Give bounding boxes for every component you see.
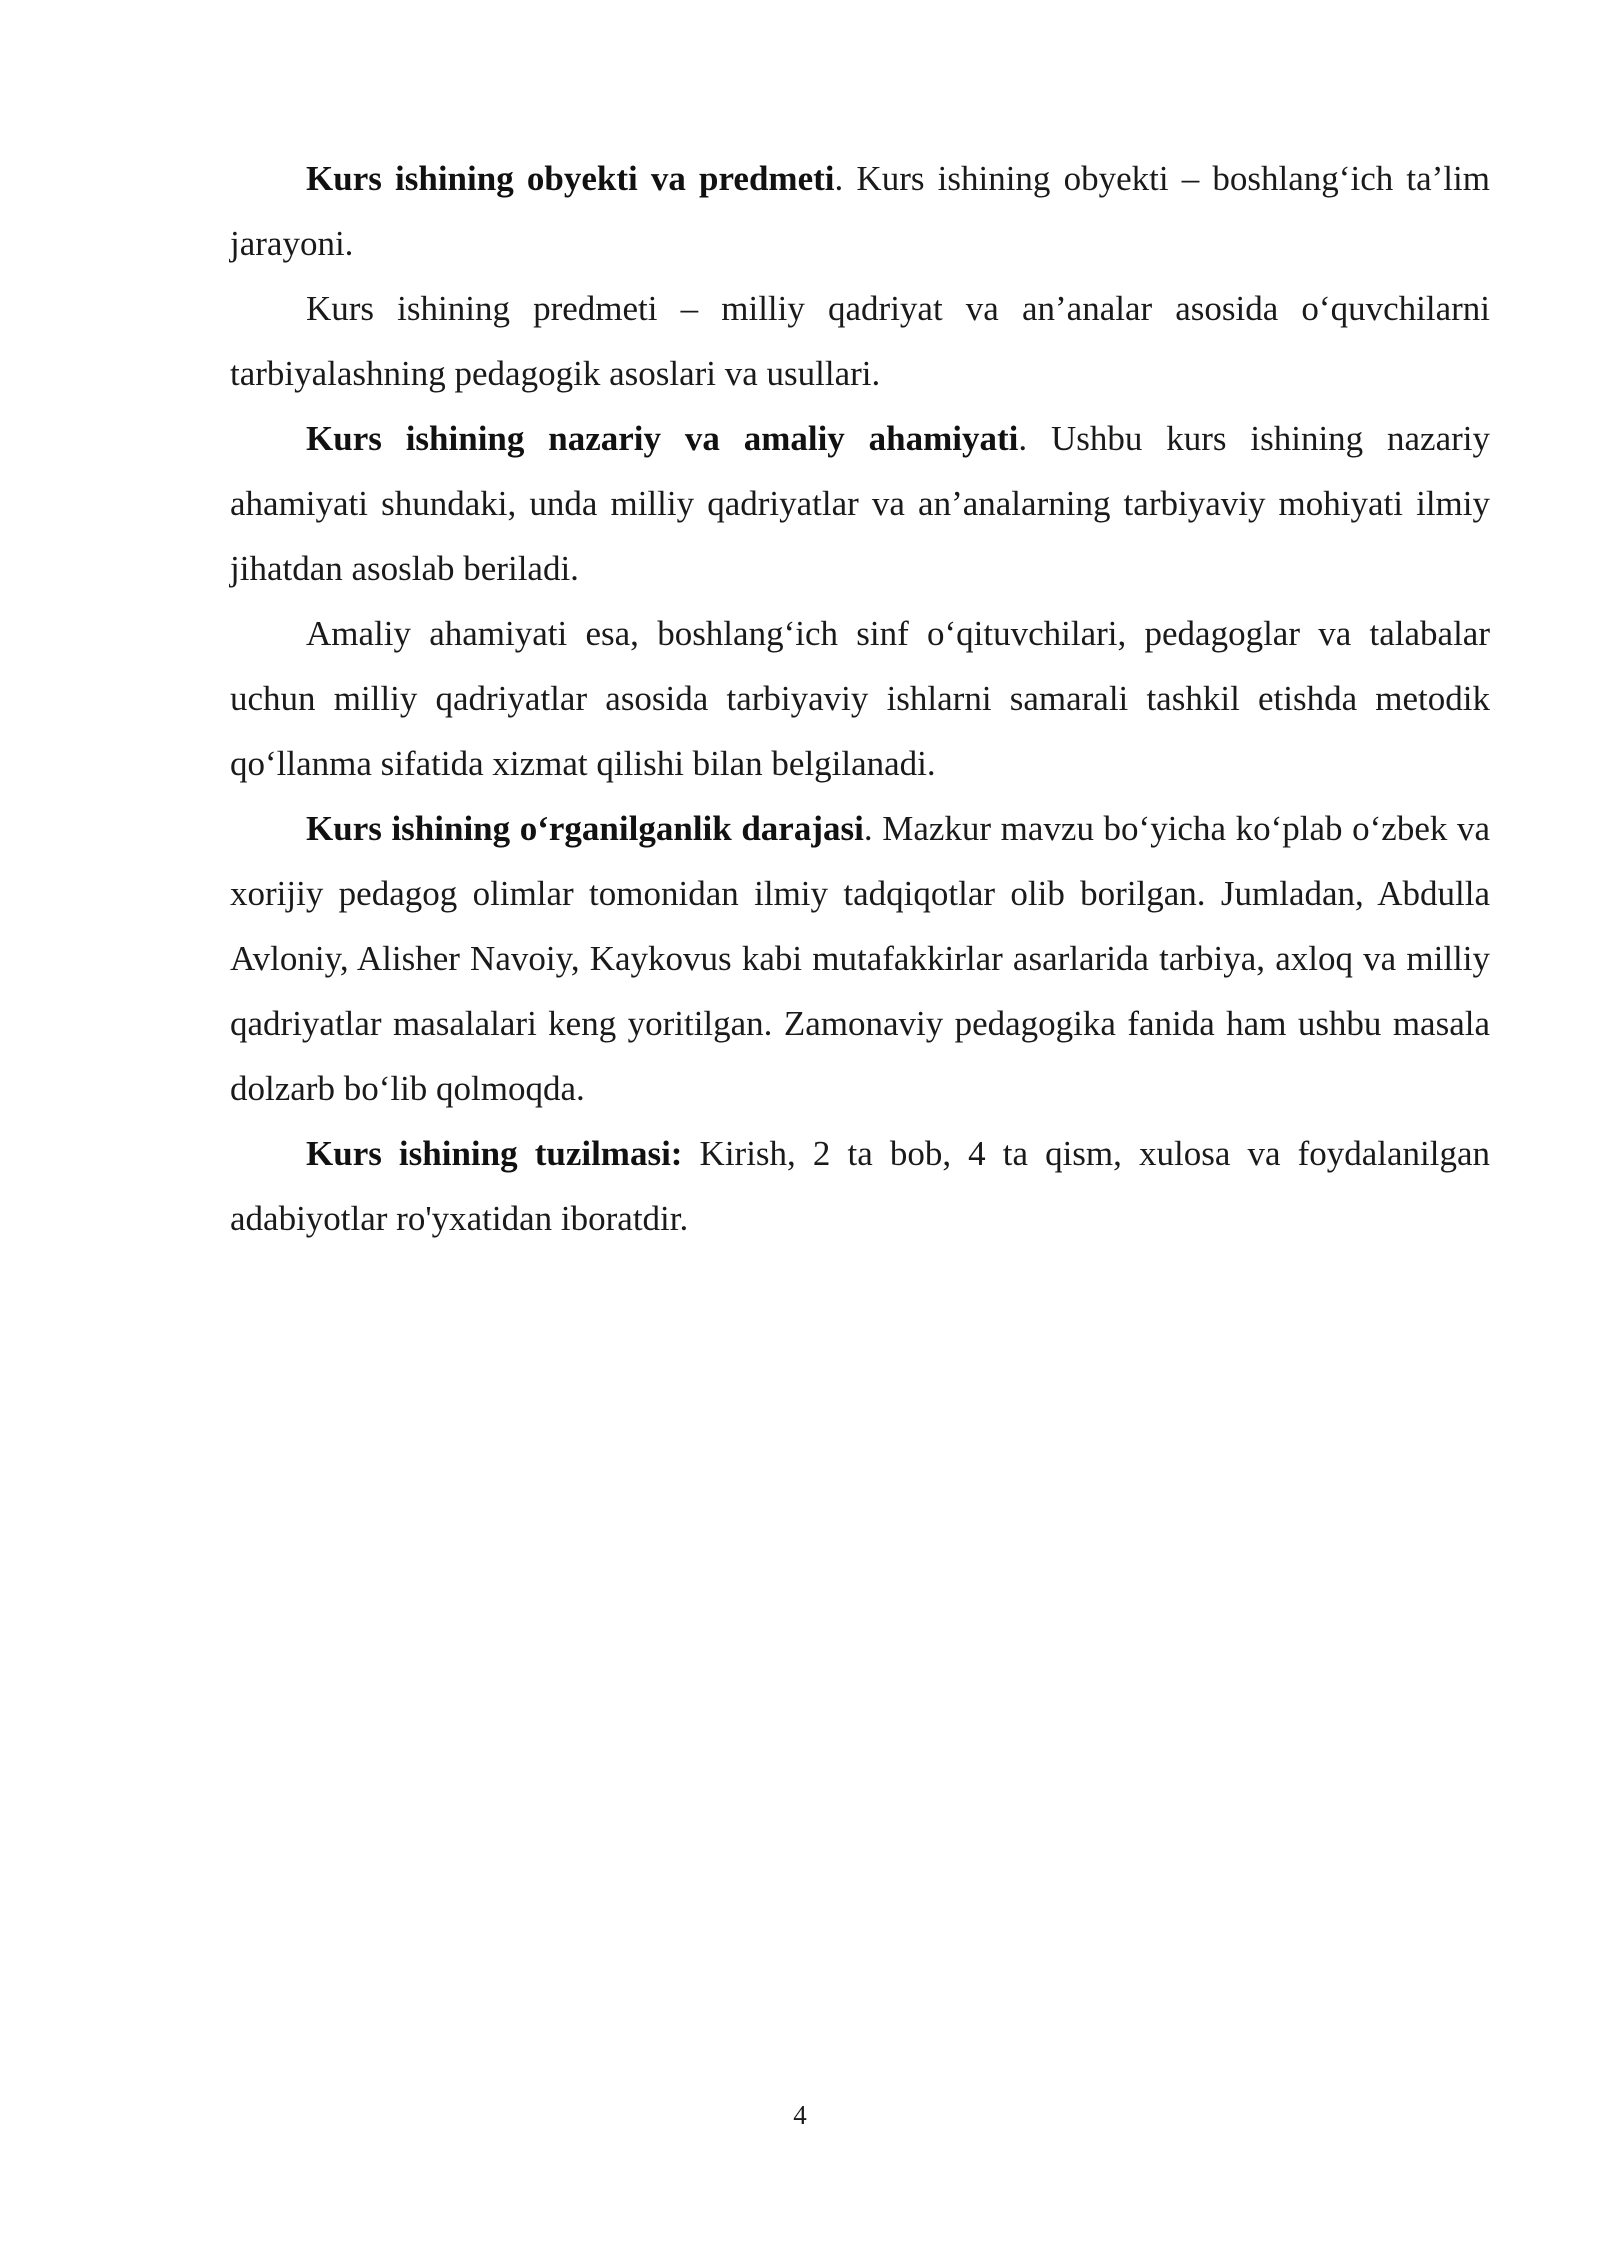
paragraph-research-level [230, 796, 1490, 1121]
paragraph-text: Kurs ishining predmeti – milliy qadriyat va an’analar asosida o‘quvchilarni tarbiyalashning pedagogik asoslari va usullari. [230, 289, 1490, 393]
page-number: 4 [793, 2100, 807, 2130]
paragraph-object-subject [230, 146, 1490, 276]
paragraph-practical-significance [230, 601, 1490, 796]
paragraph-text: . Mazkur mavzu bo‘yicha ko‘plab o‘zbek va xorijiy pedagog olimlar tomonidan ilmiy tadqiqotlar olib borilgan. Jumladan, Abdulla Avloniy, Alisher Navoiy, Kaykovus kabi mutafakkirlar asarlarida tarbiya, axloq va milliy qadriyatlar masalalari keng yoritilgan. Zamonaviy pedagogika fanida ham ushbu masala dolzarb bo‘lib qolmoqda. [230, 809, 1490, 1108]
paragraph-text: Kirish, 2 ta bob, 4 ta qism, xulosa va foydalanilgan adabiyotlar ro'yxatidan iboratdir. [230, 1134, 1490, 1238]
paragraph-subject [230, 276, 1490, 406]
paragraph-text: Amaliy ahamiyati esa, boshlang‘ich sinf o‘qituvchilari, pedagoglar va talabalar uchun milliy qadriyatlar asosida tarbiyaviy ishlarni samarali tashkil etishda metodik qo‘llanma sifatida xizmat qilishi bilan belgilanadi. [230, 614, 1490, 783]
paragraph-structure [230, 1121, 1490, 1251]
paragraph-text: . Kurs ishining obyekti – boshlang‘ich ta’lim jarayoni. [230, 159, 1490, 263]
paragraph-heading: Kurs ishining nazariy va amaliy ahamiyati [306, 419, 1019, 458]
paragraph-heading: Kurs ishining o‘rganilganlik darajasi [306, 809, 864, 848]
paragraph-heading: Kurs ishining obyekti va predmeti [306, 159, 835, 198]
paragraph-significance [230, 406, 1490, 601]
paragraph-heading: Kurs ishining tuzilmasi: [306, 1134, 683, 1173]
document-body [230, 146, 1490, 1251]
paragraph-text: . Ushbu kurs ishining nazariy ahamiyati shundaki, unda milliy qadriyatlar va an’analarning tarbiyaviy mohiyati ilmiy jihatdan asoslab beriladi. [230, 419, 1490, 588]
